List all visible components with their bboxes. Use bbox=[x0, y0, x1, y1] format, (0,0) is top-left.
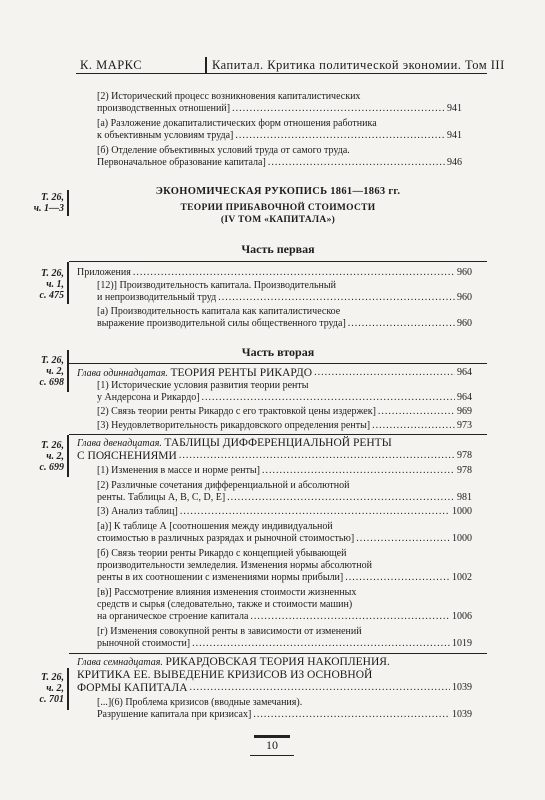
part-rule bbox=[69, 363, 487, 364]
chapter-heading-cont: КРИТИКА ЕЕ. ВЫВЕДЕНИЕ КРИЗИСОВ ИЗ ОСНОВНОЙ bbox=[77, 669, 373, 681]
volume-reference: Т. 26, ч. 2, с. 701 bbox=[39, 672, 64, 705]
volume-ref-bar bbox=[67, 350, 69, 392]
running-head-author: К. МАРКС bbox=[80, 58, 143, 72]
section-subtitle: ТЕОРИИ ПРИБАВОЧНОЙ СТОИМОСТИ bbox=[180, 203, 376, 213]
toc-entry: [2) Связь теории ренты Рикардо с его трактовкой цены издержек] ..... 969 bbox=[97, 406, 472, 418]
chapter-heading-cont: ФОРМЫ КАПИТАЛА ..... 1039 bbox=[77, 682, 472, 694]
toc-entry: [1) Изменения в массе и норме ренты] ..... 978 bbox=[97, 465, 472, 477]
volume-reference: Т. 26, ч. 1, с. 475 bbox=[39, 268, 64, 301]
toc-entry: [3) Неудовлетворительность рикардовского определения ренты] ..... 973 bbox=[97, 420, 472, 432]
section-subtitle: (IV ТОМ «КАПИТАЛА») bbox=[220, 215, 336, 225]
section-title: ЭКОНОМИЧЕСКАЯ РУКОПИСЬ 1861—1863 гг. bbox=[155, 186, 401, 197]
page-number: 10 bbox=[266, 738, 278, 752]
part-title: Часть первая bbox=[241, 242, 315, 256]
volume-ref-bar bbox=[67, 668, 69, 710]
footer-rule-bottom bbox=[250, 755, 294, 756]
toc-entry: Приложения ..... 960 bbox=[77, 267, 472, 279]
chapter-heading: Глава семнадцатая. РИКАРДОВСКАЯ ТЕОРИЯ НАКОПЛЕНИЯ. bbox=[77, 656, 390, 668]
part-title: Часть вторая bbox=[241, 345, 315, 359]
volume-ref-bar bbox=[67, 435, 69, 477]
header-divider bbox=[205, 57, 207, 74]
volume-reference: Т. 26, ч. 2, с. 698 bbox=[39, 355, 64, 388]
header-rule bbox=[76, 73, 487, 74]
chapter-heading: Глава двенадцатая. ТАБЛИЦЫ ДИФФЕРЕНЦИАЛЬНОЙ РЕНТЫ bbox=[77, 437, 392, 449]
part-rule bbox=[69, 261, 487, 262]
volume-reference: Т. 26, ч. 1—3 bbox=[33, 192, 64, 214]
chapter-heading-cont: С ПОЯСНЕНИЯМИ ..... 978 bbox=[77, 450, 472, 462]
toc-entry: [3) Анализ таблиц] ..... 1000 bbox=[97, 506, 472, 518]
chapter-rule bbox=[69, 434, 487, 435]
chapter-heading: Глава одиннадцатая. ТЕОРИЯ РЕНТЫ РИКАРДО ..... 964 bbox=[77, 367, 472, 380]
running-head-title: Капитал. Критика политической экономии. Том III bbox=[212, 58, 505, 72]
chapter-rule bbox=[69, 653, 487, 654]
volume-reference: Т. 26, ч. 2, с. 699 bbox=[39, 440, 64, 473]
volume-ref-bar bbox=[67, 262, 69, 304]
